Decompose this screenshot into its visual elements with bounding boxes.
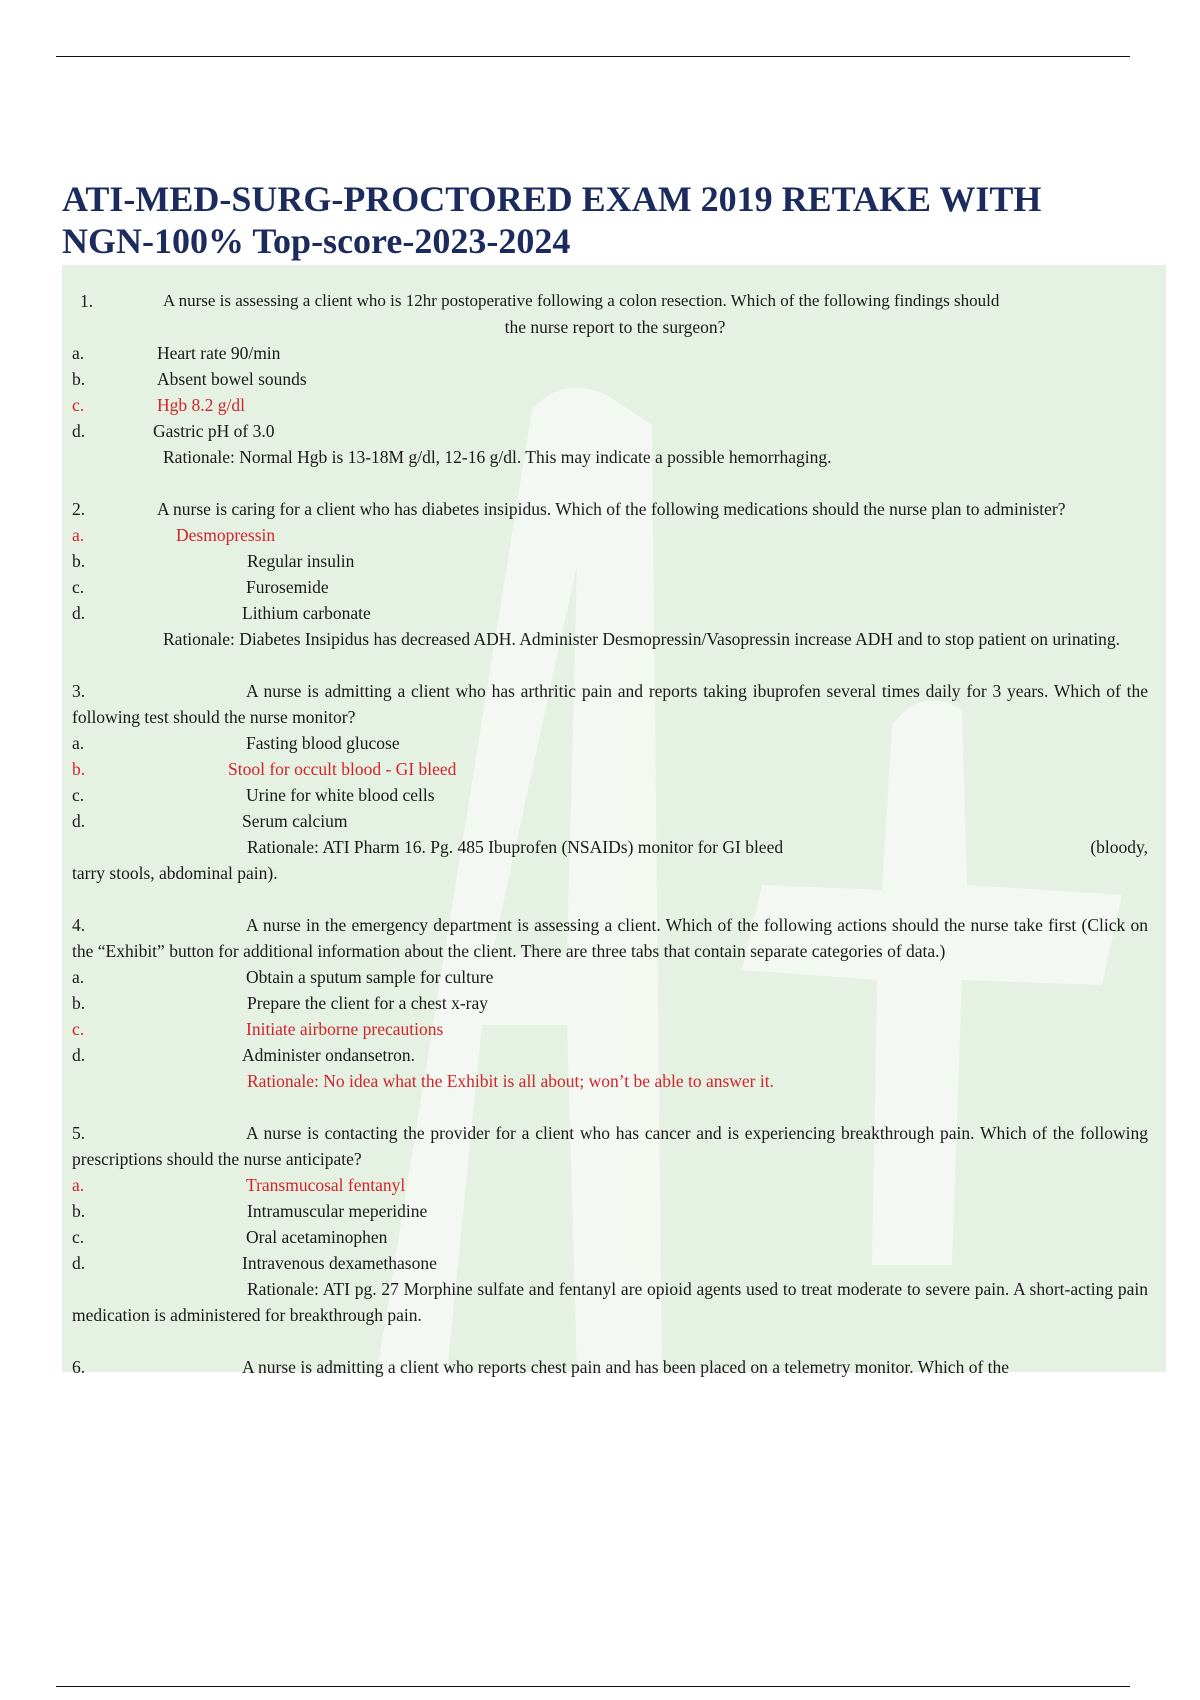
- rationale-continued: tarry stools, abdominal pain).: [72, 863, 278, 883]
- answer-option: d. Gastric pH of 3.0: [72, 421, 275, 441]
- document-title: ATI-MED-SURG-PROCTORED EXAM 2019 RETAKE WITH NGN-100% Top-score-2023-2024: [62, 179, 1042, 261]
- question-6: [72, 1354, 1148, 1380]
- answer-option: c. Oral acetaminophen: [72, 1227, 388, 1247]
- answer-option: a. Heart rate 90/min: [72, 343, 281, 363]
- question-number: 2.: [72, 499, 86, 519]
- answer-option: d. Lithium carbonate: [72, 603, 371, 623]
- question-3: [72, 678, 1148, 886]
- question-number: 4.: [72, 915, 86, 935]
- correct-answer-option: a. Transmucosal fentanyl: [72, 1175, 406, 1195]
- question-text: 4. A nurse in the emergency department is assessing a client. Which of the following actions should the nurse take first (Click on the “Exhibit” button for additional information about the client. There are three tabs that contain separate categories of data.): [72, 912, 1148, 964]
- question-2: [72, 496, 1148, 652]
- answer-option: b. Absent bowel sounds: [72, 369, 307, 389]
- answer-option: b. Intramuscular meperidine: [72, 1201, 428, 1221]
- questions-content: [72, 288, 1148, 1406]
- answer-option: b. Prepare the client for a chest x-ray: [72, 993, 488, 1013]
- question-number: 5.: [72, 1123, 86, 1143]
- rationale: Rationale: ATI pg. 27 Morphine sulfate and fentanyl are opioid agents used to treat moderate to severe pain. A short-acting pain medication is administered for breakthrough pain.: [72, 1279, 1148, 1325]
- question-text: A nurse is assessing a client who is 12hr postoperative following a colon resection. Which of the following findings should: [163, 291, 1000, 310]
- question-4: [72, 912, 1148, 1094]
- question-text: 2. A nurse is caring for a client who has diabetes insipidus. Which of the following medications should the nurse plan to administer?: [72, 496, 1148, 522]
- question-text: 5. A nurse is contacting the provider for a client who has cancer and is experiencing breakthrough pain. Which of the following prescriptions should the nurse anticipate?: [72, 1120, 1148, 1172]
- question-5: [72, 1120, 1148, 1328]
- answer-option: d. Intravenous dexamethasone: [72, 1253, 437, 1273]
- question-number: 6.: [72, 1357, 86, 1377]
- question-text: 3. A nurse is admitting a client who has arthritic pain and reports taking ibuprofen several times daily for 3 years. Which of the following test should the nurse monitor?: [72, 678, 1148, 730]
- rationale: Rationale: Diabetes Insipidus has decreased ADH. Administer Desmopressin/Vasopressin increase ADH and to stop patient on urinating.: [163, 629, 1120, 649]
- correct-answer-option: a. Desmopressin: [72, 525, 276, 545]
- footer-rule: [56, 1686, 1130, 1687]
- correct-answer-option: c. Initiate airborne precautions: [72, 1019, 444, 1039]
- question-number: 1.: [80, 291, 94, 311]
- correct-answer-option: c. Hgb 8.2 g/dl: [72, 395, 245, 415]
- rationale: Rationale: ATI Pharm 16. Pg. 485 Ibuprofen (NSAIDs) monitor for GI bleed (bloody,: [247, 837, 1148, 857]
- answer-option: b. Regular insulin: [72, 551, 355, 571]
- answer-option: a. Obtain a sputum sample for culture: [72, 967, 494, 987]
- question-1: [72, 288, 1148, 470]
- question-number: 3.: [72, 681, 86, 701]
- question-1-line1: [72, 288, 1148, 314]
- rationale: Rationale: No idea what the Exhibit is all about; won’t be able to answer it.: [247, 1071, 774, 1091]
- question-text-continued: the nurse report to the surgeon?: [504, 317, 726, 337]
- rationale: Rationale: Normal Hgb is 13-18M g/dl, 12-16 g/dl. This may indicate a possible hemorrhaging.: [163, 447, 832, 467]
- answer-option: d. Serum calcium: [72, 811, 348, 831]
- correct-answer-option: b. Stool for occult blood - GI bleed: [72, 759, 457, 779]
- answer-option: a. Fasting blood glucose: [72, 733, 400, 753]
- answer-option: c. Urine for white blood cells: [72, 785, 435, 805]
- answer-option: c. Furosemide: [72, 577, 329, 597]
- answer-option: d. Administer ondansetron.: [72, 1045, 416, 1065]
- header-rule: [56, 56, 1130, 57]
- question-text: 6. A nurse is admitting a client who reports chest pain and has been placed on a telemetry monitor. Which of the: [72, 1354, 1148, 1380]
